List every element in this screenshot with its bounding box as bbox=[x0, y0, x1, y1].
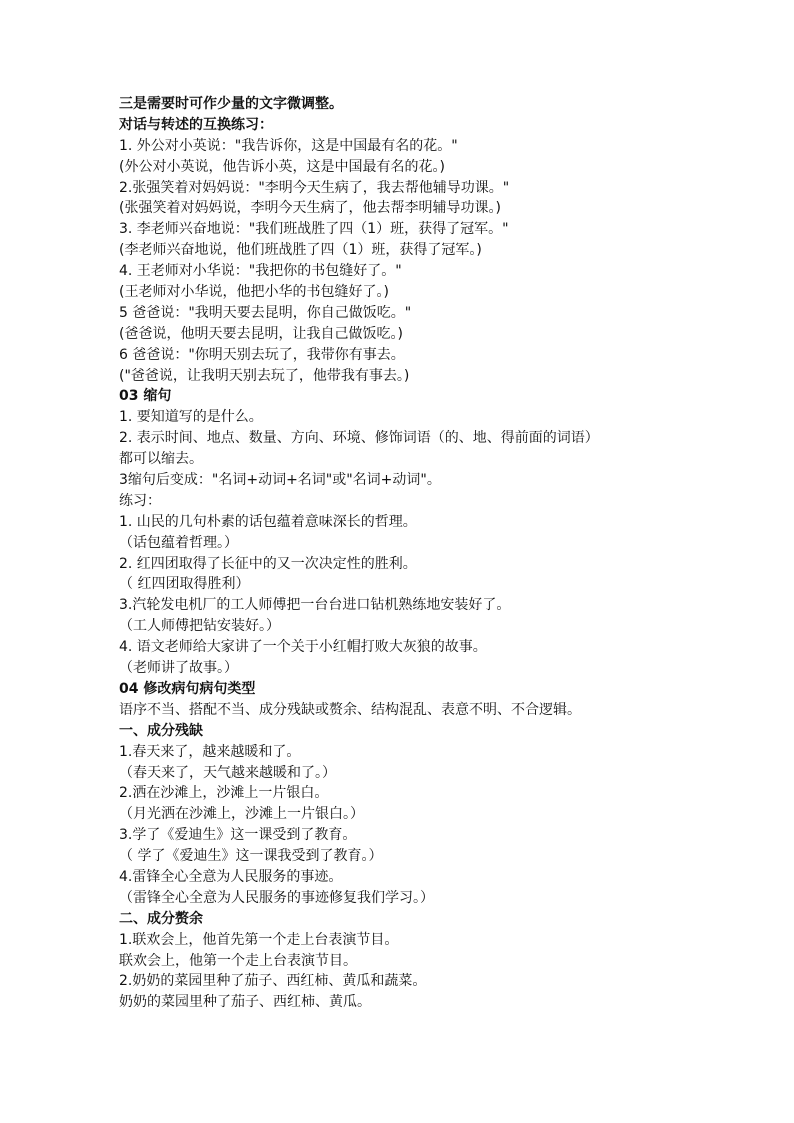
text-line: 1.联欢会上，他首先第一个走上台表演节目。 bbox=[119, 931, 399, 948]
text-line: （工人师傅把钻安装好。） bbox=[119, 618, 280, 635]
text-line: 联欢会上，他第一个走上台表演节目。 bbox=[119, 952, 357, 969]
section-heading: 03 缩句 bbox=[119, 388, 172, 405]
text-line: 奶奶的菜园里种了茄子、西红柿、黄瓜。 bbox=[119, 994, 371, 1011]
text-line: 1. 外公对小英说："我告诉你，这是中国最有名的花。" bbox=[119, 137, 458, 154]
text-line: 4. 王老师对小华说："我把你的书包缝好了。" bbox=[119, 263, 402, 280]
section-heading: 04 修改病句病句类型 bbox=[119, 680, 256, 697]
text-line: （话包蕴着哲理。） bbox=[119, 534, 238, 551]
document-page bbox=[119, 94, 719, 1013]
text-line: 都可以缩去。 bbox=[119, 451, 203, 468]
text-line: （春天来了，天气越来越暖和了。） bbox=[119, 764, 336, 781]
text-line: 4.雷锋全心全意为人民服务的事迹。 bbox=[119, 868, 343, 885]
text-line: (李老师兴奋地说，他们班战胜了四（1）班，获得了冠军。) bbox=[119, 242, 482, 259]
text-line: 3.汽轮发电机厂的工人师傅把一台台进口钻机熟练地安装好了。 bbox=[119, 597, 511, 614]
text-line: 5 爸爸说："我明天要去昆明，你自己做饭吃。" bbox=[119, 304, 412, 321]
text-line: (张强笑着对妈妈说，李明今天生病了，他去帮李明辅导功课。) bbox=[119, 200, 501, 217]
text-line: 语序不当、搭配不当、成分残缺或赘余、结构混乱、表意不明、不合逻辑。 bbox=[119, 701, 581, 718]
text-line: （ 红四团取得胜利） bbox=[119, 576, 250, 593]
text-line: （老师讲了故事。） bbox=[119, 660, 238, 677]
text-line: 2.张强笑着对妈妈说："李明今天生病了，我去帮他辅导功课。" bbox=[119, 179, 510, 196]
text-line: 2.奶奶的菜园里种了茄子、西红柿、黄瓜和蔬菜。 bbox=[119, 973, 427, 990]
section-heading: 三是需要时可作少量的文字微调整。 bbox=[119, 96, 343, 112]
text-line: 3缩句后变成："名词+动词+名词"或"名词+动词"。 bbox=[119, 472, 441, 489]
text-line: 2.洒在沙滩上，沙滩上一片银白。 bbox=[119, 785, 329, 802]
text-line: (王老师对小华说，他把小华的书包缝好了。) bbox=[119, 284, 389, 301]
text-line: ("爸爸说，让我明天别去玩了，他带我有事去。) bbox=[119, 367, 410, 384]
text-line: （月光洒在沙滩上，沙滩上一片银白。） bbox=[119, 806, 364, 823]
section-heading: 二、成分赘余 bbox=[119, 910, 203, 927]
text-line: 6 爸爸说："你明天别去玩了，我带你有事去。 bbox=[119, 346, 405, 363]
section-heading: 一、成分残缺 bbox=[119, 722, 203, 739]
text-line: （雷锋全心全意为人民服务的事迹修复我们学习。） bbox=[119, 889, 434, 906]
text-line: 2. 表示时间、地点、数量、方向、环境、修饰词语（的、地、得前面的词语） bbox=[119, 430, 599, 447]
text-line: 1. 山民的几句朴素的话包蕴着意味深长的哲理。 bbox=[119, 513, 417, 530]
text-line: (外公对小英说，他告诉小英，这是中国最有名的花。) bbox=[119, 158, 445, 175]
text-line: （ 学了《爱迪生》这一课我受到了教育。） bbox=[119, 848, 383, 865]
text-line: 3. 李老师兴奋地说："我们班战胜了四（1）班，获得了冠军。" bbox=[119, 221, 509, 238]
section-heading: 对话与转述的互换练习： bbox=[119, 116, 273, 133]
text-line: 2. 红四团取得了长征中的又一次决定性的胜利。 bbox=[119, 555, 417, 572]
text-line: 练习： bbox=[119, 492, 161, 509]
text-line: 3.学了《爱迪生》这一课受到了教育。 bbox=[119, 827, 357, 844]
text-line: 1.春天来了，越来越暖和了。 bbox=[119, 743, 301, 760]
text-line: (爸爸说，他明天要去昆明，让我自己做饭吃。) bbox=[119, 325, 403, 342]
text-line: 4. 语文老师给大家讲了一个关于小红帽打败大灰狼的故事。 bbox=[119, 639, 487, 656]
text-line: 1. 要知道写的是什么。 bbox=[119, 409, 263, 426]
